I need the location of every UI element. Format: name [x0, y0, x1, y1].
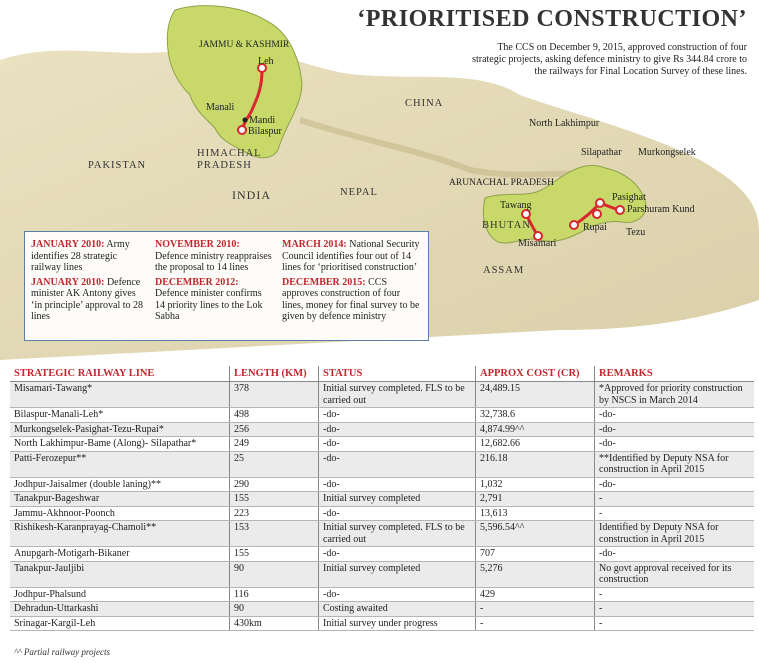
label-pasighat: Pasighat — [612, 192, 646, 203]
table-cell: Costing awaited — [319, 602, 476, 617]
table-cell: 90 — [230, 602, 319, 617]
table-cell: Jodhpur-Jaisalmer (double laning)** — [10, 477, 230, 492]
table-cell: Srinagar-Kargil-Leh — [10, 616, 230, 631]
table-cell: - — [595, 587, 755, 602]
page-subtitle: The CCS on December 9, 2015, approved construction of four strategic projects, asking defence ministry to give Rs 344.84 crore to the railways for Final Location Survey of these lines. — [472, 42, 747, 77]
label-bilaspur: Bilaspur — [248, 126, 282, 137]
table-cell: 498 — [230, 408, 319, 423]
mandi-marker — [243, 118, 248, 123]
table-cell: 1,032 — [476, 477, 595, 492]
table-row — [10, 477, 754, 492]
label-bhutan: BHUTAN — [482, 220, 531, 231]
table-row — [10, 506, 754, 521]
tawang-marker — [522, 210, 530, 218]
label-silapathar: Silapathar — [581, 147, 622, 158]
label-murkongselek: Murkongselek — [638, 147, 696, 158]
timeline-col-2 — [155, 239, 273, 326]
table-cell: Tanakpur-Jauljibi — [10, 561, 230, 587]
timeline-box — [24, 231, 429, 341]
table-cell: -do- — [319, 422, 476, 437]
table-cell: Bilaspur-Manali-Leh* — [10, 408, 230, 423]
timeline-event: JANUARY 2010: Defence minister AK Antony gives ‘in principle’ approval to 28 lines — [31, 276, 144, 322]
murkongselek-marker — [593, 210, 601, 218]
timeline-event: JANUARY 2010: Army identifies 28 strategic railway lines — [31, 239, 130, 273]
table-row — [10, 616, 754, 631]
header-length: LENGTH (KM) — [230, 366, 319, 382]
label-nepal: NEPAL — [340, 187, 378, 198]
table-cell: North Lakhimpur-Bame (Along)- Silapathar* — [10, 437, 230, 452]
table-cell: - — [595, 506, 755, 521]
table-cell: Initial survey completed — [319, 561, 476, 587]
table-row — [10, 602, 754, 617]
table-cell: -do- — [319, 477, 476, 492]
table-cell: *Approved for priority construction by NSCS in March 2014 — [595, 382, 755, 408]
timeline-event: MARCH 2014: National Security Council identifies four out of 14 lines for ‘prioritised construction’ — [282, 239, 420, 273]
table-cell: 155 — [230, 492, 319, 507]
table-cell: -do- — [319, 451, 476, 477]
timeline-event: DECEMBER 2012: Defence minister confirms 14 priority lines to the Lok Sabha — [155, 276, 263, 322]
table-row — [10, 437, 754, 452]
table-cell: - — [595, 492, 755, 507]
table-cell: 5,276 — [476, 561, 595, 587]
table-cell: 216.18 — [476, 451, 595, 477]
table-cell: 90 — [230, 561, 319, 587]
label-china: CHINA — [405, 98, 444, 109]
pasighat-marker — [596, 199, 604, 207]
label-assam: ASSAM — [483, 265, 525, 276]
header-remarks: REMARKS — [595, 366, 755, 382]
header-cost: APPROX COST (CR) — [476, 366, 595, 382]
table-cell: 429 — [476, 587, 595, 602]
label-mandi: Mandi — [249, 115, 276, 126]
table-cell: Anupgarh-Motigarh-Bikaner — [10, 547, 230, 562]
table-cell: - — [476, 616, 595, 631]
table-header-row — [10, 366, 754, 382]
table-cell: Patti-Ferozepur** — [10, 451, 230, 477]
table-row — [10, 451, 754, 477]
table-cell: 153 — [230, 521, 319, 547]
table-cell: 249 — [230, 437, 319, 452]
table-row — [10, 561, 754, 587]
table-cell: Identified by Deputy NSA for construction in April 2015 — [595, 521, 755, 547]
bilaspur-marker — [238, 126, 246, 134]
table-cell: Initial survey completed — [319, 492, 476, 507]
label-manali: Manali — [206, 102, 235, 113]
label-misamari: Misamari — [518, 238, 557, 249]
table-cell: 155 — [230, 547, 319, 562]
timeline-event: DECEMBER 2015: CCS approves construction of four lines, money for final survey to be given by defence ministry — [282, 276, 420, 322]
timeline-col-3 — [282, 239, 422, 326]
label-jk: JAMMU & KASHMIR — [199, 40, 290, 50]
table-row — [10, 492, 754, 507]
header-line: STRATEGIC RAILWAY LINE — [10, 366, 230, 382]
table-cell: 290 — [230, 477, 319, 492]
table-row — [10, 382, 754, 408]
table-cell: 707 — [476, 547, 595, 562]
timeline-event: NOVEMBER 2010: Defence ministry reappraises the proposal to 14 lines — [155, 239, 272, 273]
railway-lines-table — [10, 366, 754, 631]
table-row — [10, 521, 754, 547]
table-cell: -do- — [319, 437, 476, 452]
table-cell: -do- — [595, 477, 755, 492]
table-cell: 12,682.66 — [476, 437, 595, 452]
table-cell: 430km — [230, 616, 319, 631]
rupai-marker — [570, 221, 578, 229]
table-cell: Jodhpur-Phalsund — [10, 587, 230, 602]
label-tawang: Tawang — [500, 200, 532, 211]
table-cell: -do- — [595, 408, 755, 423]
timeline-col-1 — [31, 239, 149, 326]
table-cell: Tanakpur-Bageshwar — [10, 492, 230, 507]
label-tezu: Tezu — [626, 227, 646, 238]
label-rupai: Rupai — [583, 222, 607, 233]
table-cell: Murkongselek-Pasighat-Tezu-Rupai* — [10, 422, 230, 437]
table-cell: Initial survey under progress — [319, 616, 476, 631]
table-cell: Misamari-Tawang* — [10, 382, 230, 408]
table-cell: -do- — [319, 587, 476, 602]
table-cell: 116 — [230, 587, 319, 602]
label-hp-2: PRADESH — [197, 160, 252, 171]
table-cell: -do- — [595, 547, 755, 562]
table-body — [10, 382, 754, 631]
table-cell: -do- — [319, 408, 476, 423]
table-row — [10, 422, 754, 437]
table-cell: 5,596.54^^ — [476, 521, 595, 547]
table-row — [10, 408, 754, 423]
table-cell: 13,613 — [476, 506, 595, 521]
table-cell: **Identified by Deputy NSA for construction in April 2015 — [595, 451, 755, 477]
table-cell: - — [476, 602, 595, 617]
table-cell: Jammu-Akhnoor-Poonch — [10, 506, 230, 521]
table-cell: Dehradun-Uttarkashi — [10, 602, 230, 617]
table-cell: 223 — [230, 506, 319, 521]
table-cell: 4,874.99^^ — [476, 422, 595, 437]
table-cell: -do- — [319, 506, 476, 521]
label-parshuram-kund: Parshuram Kund — [627, 204, 695, 215]
page-title: ‘PRIORITISED CONSTRUCTION’ — [357, 6, 747, 32]
table-cell: Initial survey completed. FLS to be carried out — [319, 521, 476, 547]
table-cell: 25 — [230, 451, 319, 477]
table-cell: 2,791 — [476, 492, 595, 507]
label-pakistan: PAKISTAN — [88, 160, 147, 171]
table-row — [10, 587, 754, 602]
table-cell: - — [595, 616, 755, 631]
header-status: STATUS — [319, 366, 476, 382]
table-cell: Initial survey completed. FLS to be carried out — [319, 382, 476, 408]
label-north-lakhimpur: North Lakhimpur — [529, 118, 600, 129]
footnote: ^^ Partial railway projects — [14, 647, 111, 657]
label-india: INDIA — [232, 188, 271, 202]
label-arunachal: ARUNACHAL PRADESH — [449, 178, 554, 188]
table-cell: 256 — [230, 422, 319, 437]
table-cell: -do- — [595, 422, 755, 437]
table-cell: No govt approval received for its construction — [595, 561, 755, 587]
label-hp-1: HIMACHAL — [197, 148, 262, 159]
table-row — [10, 547, 754, 562]
table-cell: Rishikesh-Karanprayag-Chamoli** — [10, 521, 230, 547]
table-cell: 378 — [230, 382, 319, 408]
table-cell: - — [595, 602, 755, 617]
table-cell: 32,738.6 — [476, 408, 595, 423]
table-cell: -do- — [595, 437, 755, 452]
table-cell: -do- — [319, 547, 476, 562]
label-leh: Leh — [258, 56, 274, 67]
parshuram-kund-marker — [616, 206, 624, 214]
table-cell: 24,489.15 — [476, 382, 595, 408]
